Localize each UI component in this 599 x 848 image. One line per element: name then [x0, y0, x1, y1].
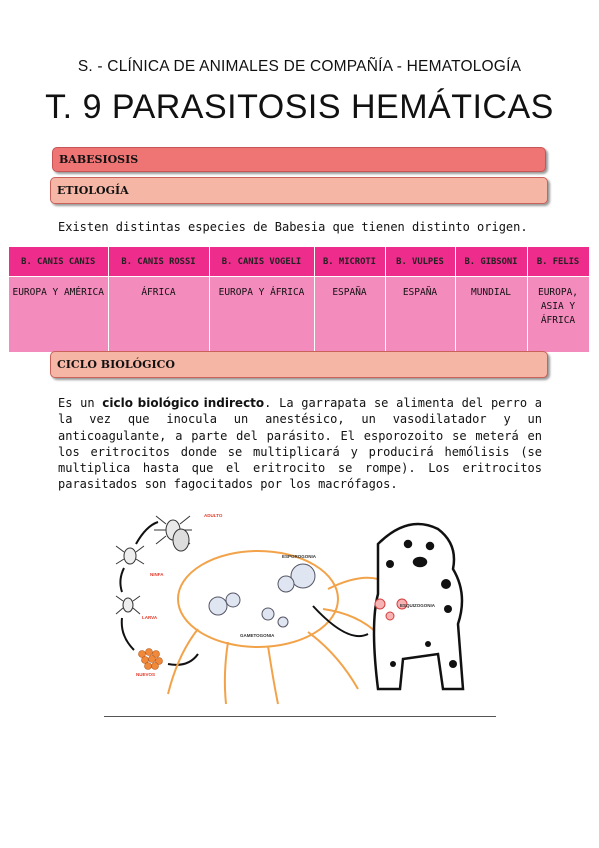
- horizontal-rule: [104, 716, 496, 717]
- species-origin-row: [9, 277, 589, 353]
- section-babesiosis: [52, 147, 546, 172]
- label-esquizogonia: ESQUIZOGONIA: [400, 603, 436, 608]
- header-b-vulpes: B. VULPES: [385, 247, 455, 277]
- header-b-gibsoni: B. GIBSONI: [455, 247, 527, 277]
- origin-b-vulpes: ESPAÑA: [385, 277, 455, 353]
- life-cycle-illustration: [108, 504, 498, 709]
- inner-cells: [209, 564, 315, 627]
- cycle-text-bold: ciclo biológico indirecto: [102, 396, 265, 410]
- header-b-felis: B. FELIS: [527, 247, 589, 277]
- section-babesiosis-label: BABESIOSIS: [59, 153, 139, 166]
- section-ciclo-biologico: [50, 351, 548, 378]
- header-b-microti: B. MICROTI: [314, 247, 385, 277]
- eggs-icon: [139, 649, 163, 670]
- page-title: T. 9 PARASITOSIS HEMÁTICAS: [45, 88, 554, 126]
- origin-b-canis-rossi: ÁFRICA: [108, 277, 209, 353]
- label-nuevos: NUEVOS: [136, 672, 156, 677]
- label-ninfa: NINFA: [150, 572, 164, 577]
- header-b-canis-canis: B. CANIS CANIS: [9, 247, 108, 277]
- cycle-text-after: . La garrapata se alimenta del perro a la vez que inocula un anestésico, un vasodilatador y un anticoagulante, a parte del parásito. El esporozoito se meterá en los eritrocitos donde se multiplicará y producirá hemólisis (se multiplica hasta que el eritrocito se rompe). Los eritrocitos parasitados son fagocitados por los macrófagos.: [58, 396, 542, 492]
- label-esporogonia: ESPOROGONIA: [282, 554, 317, 559]
- intro-text: Existen distintas especies de Babesia que tienen distinto origen.: [58, 220, 528, 234]
- species-table: [9, 247, 590, 352]
- species-header-row: [9, 247, 589, 277]
- tick-larva-icon: [116, 596, 140, 614]
- cycle-description: [58, 395, 542, 493]
- label-larva: LARVA: [142, 615, 158, 620]
- cycle-text-before: Es un: [58, 396, 103, 410]
- tick-nymph-icon: [116, 546, 144, 564]
- page-subtitle: S. - CLÍNICA DE ANIMALES DE COMPAÑÍA - HEMATOLOGÍA: [77, 58, 522, 75]
- large-tick-outline: [168, 551, 378, 704]
- header-b-canis-rossi: B. CANIS ROSSI: [108, 247, 209, 277]
- origin-b-gibsoni: MUNDIAL: [455, 277, 527, 353]
- section-etiologia: [50, 177, 548, 204]
- origin-b-microti: ESPAÑA: [314, 277, 385, 353]
- origin-b-canis-canis: EUROPA Y AMÉRICA: [9, 277, 108, 353]
- origin-b-canis-vogeli: EUROPA Y ÁFRICA: [209, 277, 314, 353]
- header-b-canis-vogeli: B. CANIS VOGELI: [209, 247, 314, 277]
- label-adulto: ADULTO: [204, 513, 223, 518]
- section-etiologia-label: ETIOLOGÍA: [57, 184, 129, 197]
- tick-adult-icon: [154, 516, 192, 551]
- section-ciclo-label: CICLO BIOLÓGICO: [57, 358, 176, 371]
- label-gametogonia: GAMETOGONIA: [240, 633, 275, 638]
- origin-b-felis: EUROPA, ASIA Y ÁFRICA: [527, 277, 589, 353]
